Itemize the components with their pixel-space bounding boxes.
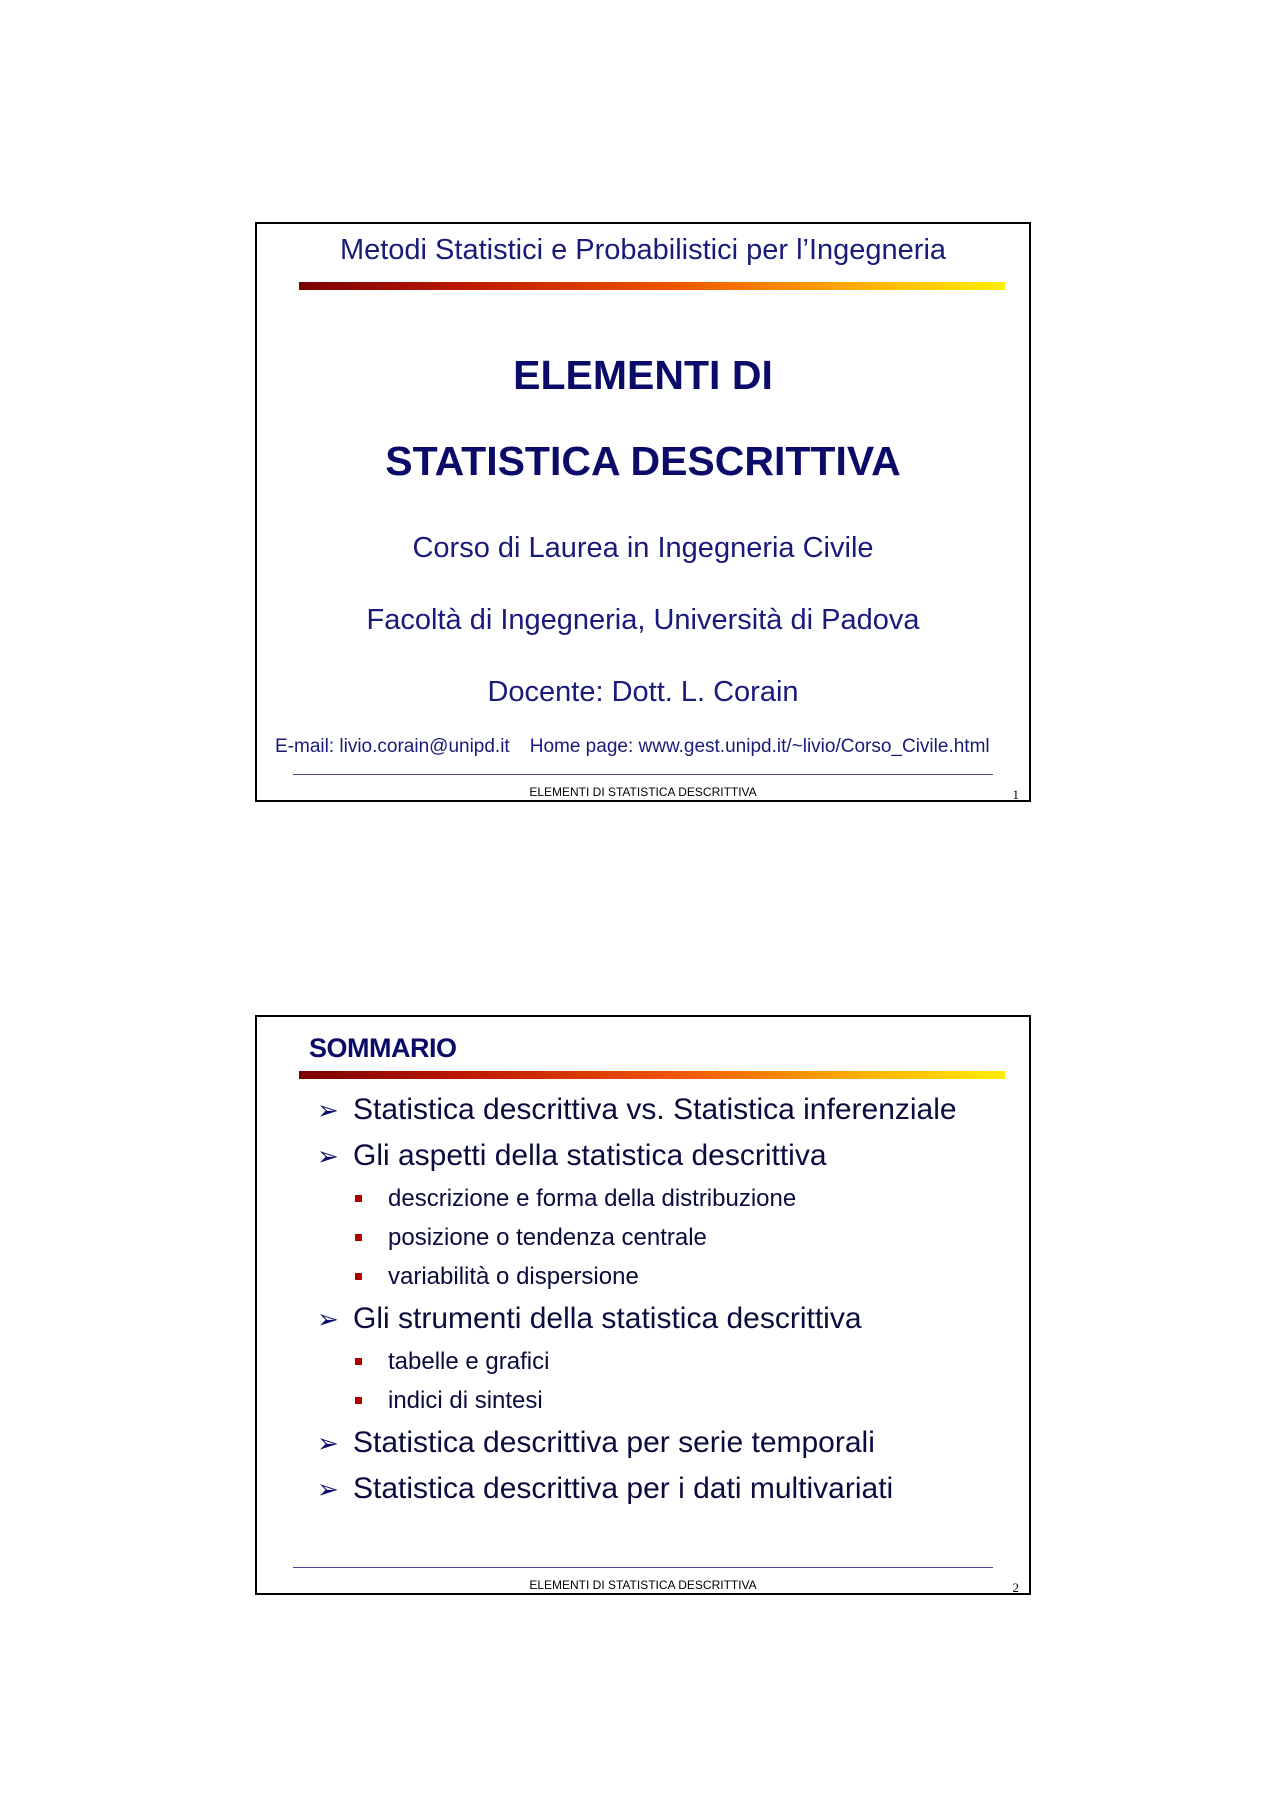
slide-2	[255, 1015, 1031, 1595]
arrow-bullet-icon: ➢	[317, 1303, 339, 1334]
square-bullet-icon	[355, 1234, 362, 1241]
summary-list	[317, 1087, 1009, 1512]
sub-list-item: tabelle e grafici	[317, 1342, 1009, 1381]
slide-footer: ELEMENTI DI STATISTICA DESCRITTIVA	[529, 785, 757, 799]
list-item: ➢ Statistica descrittiva per serie temporali	[317, 1426, 875, 1459]
footer-rule	[293, 774, 993, 775]
email-link[interactable]: E-mail: livio.corain@unipd.it	[275, 736, 510, 757]
slide-1	[255, 222, 1031, 802]
arrow-bullet-icon: ➢	[317, 1140, 339, 1171]
sub-list-item: indici di sintesi	[317, 1381, 1009, 1420]
section-title: SOMMARIO	[309, 1033, 457, 1063]
homepage-link[interactable]: Home page: www.gest.unipd.it/~livio/Corso_Civile.html	[529, 736, 990, 757]
list-item: ➢ Statistica descrittiva per i dati multivariati	[317, 1472, 894, 1505]
square-bullet-icon	[355, 1358, 362, 1365]
arrow-bullet-icon: ➢	[317, 1427, 339, 1458]
contact-line	[275, 736, 990, 758]
list-item: ➢ Gli strumenti della statistica descrittiva	[317, 1302, 862, 1335]
footer-rule	[293, 1567, 993, 1568]
title-line-1: ELEMENTI DI	[513, 352, 773, 398]
course-name: Corso di Laurea in Ingegneria Civile	[412, 532, 874, 564]
square-bullet-icon	[355, 1273, 362, 1280]
list-item: ➢ Gli aspetti della statistica descrittiva	[317, 1139, 827, 1172]
header-gradient-bar	[299, 282, 1005, 290]
sub-list-item: posizione o tendenza centrale	[317, 1218, 1009, 1257]
page-number: 2	[1012, 1580, 1019, 1595]
sub-list-item: descrizione e forma della distribuzione	[317, 1179, 1009, 1218]
course-header: Metodi Statistici e Probabilistici per l’Ingegneria	[339, 234, 947, 266]
list-item: ➢ Statistica descrittiva vs. Statistica inferenziale	[317, 1093, 957, 1126]
page-number: 1	[1012, 787, 1019, 802]
arrow-bullet-icon: ➢	[317, 1473, 339, 1504]
header-gradient-bar	[299, 1071, 1005, 1079]
square-bullet-icon	[355, 1397, 362, 1404]
faculty-name: Facoltà di Ingegneria, Università di Padova	[366, 604, 920, 636]
arrow-bullet-icon: ➢	[317, 1094, 339, 1125]
slide-footer: ELEMENTI DI STATISTICA DESCRITTIVA	[529, 1578, 757, 1592]
teacher-name: Docente: Dott. L. Corain	[487, 676, 799, 708]
title-line-2: STATISTICA DESCRITTIVA	[385, 438, 901, 484]
square-bullet-icon	[355, 1195, 362, 1202]
sub-list-item: variabilità o dispersione	[317, 1257, 1009, 1296]
